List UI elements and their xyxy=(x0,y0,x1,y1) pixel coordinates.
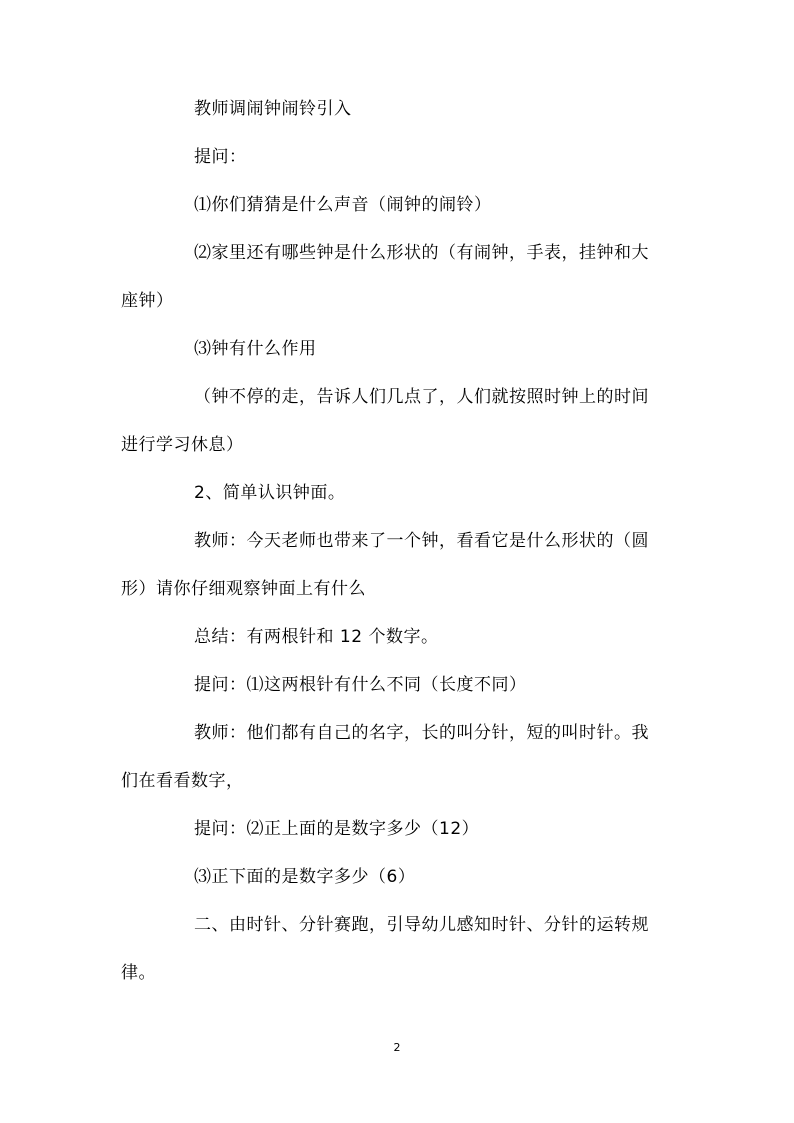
paragraph-summary: 总结：有两根针和 12 个数字。 xyxy=(194,627,439,647)
paragraph-question-5: 提问：⑵正上面的是数字多少（12） xyxy=(194,819,480,839)
section-heading-two: 二、由时针、分针赛跑，引导幼儿感知时针、分针的运转规 xyxy=(194,915,649,935)
paragraph-teacher-2-cont: 们在看看数字， xyxy=(121,771,244,791)
page-number: 2 xyxy=(393,1041,401,1054)
paragraph-question-2-cont: 座钟） xyxy=(121,291,174,311)
paragraph-teacher-1: 教师：今天老师也带来了一个钟，看看它是什么形状的（圆 xyxy=(194,531,649,551)
paragraph-question-label: 提问： xyxy=(194,147,247,167)
section-heading-two-cont: 律。 xyxy=(121,963,156,983)
paragraph-intro: 教师调闹钟闹铃引入 xyxy=(194,99,352,119)
paragraph-teacher-2: 教师：他们都有自己的名字，长的叫分针，短的叫时针。我 xyxy=(194,723,649,743)
paragraph-question-6: ⑶正下面的是数字多少（6） xyxy=(194,867,416,887)
paragraph-question-2: ⑵家里还有哪些钟是什么形状的（有闹钟，手表，挂钟和大 xyxy=(194,243,649,263)
paragraph-answer-3: （钟不停的走，告诉人们几点了，人们就按照时钟上的时间 xyxy=(194,387,649,407)
paragraph-answer-3-cont: 进行学习休息） xyxy=(121,435,244,455)
paragraph-teacher-1-cont: 形）请你仔细观察钟面上有什么 xyxy=(121,579,366,599)
paragraph-question-3: ⑶钟有什么作用 xyxy=(194,339,317,359)
section-heading-2: 2、简单认识钟面。 xyxy=(194,483,346,503)
paragraph-question-4: 提问：⑴这两根针有什么不同（长度不同） xyxy=(194,675,527,695)
paragraph-question-1: ⑴你们猜猜是什么声音（闹钟的闹铃） xyxy=(194,195,492,215)
